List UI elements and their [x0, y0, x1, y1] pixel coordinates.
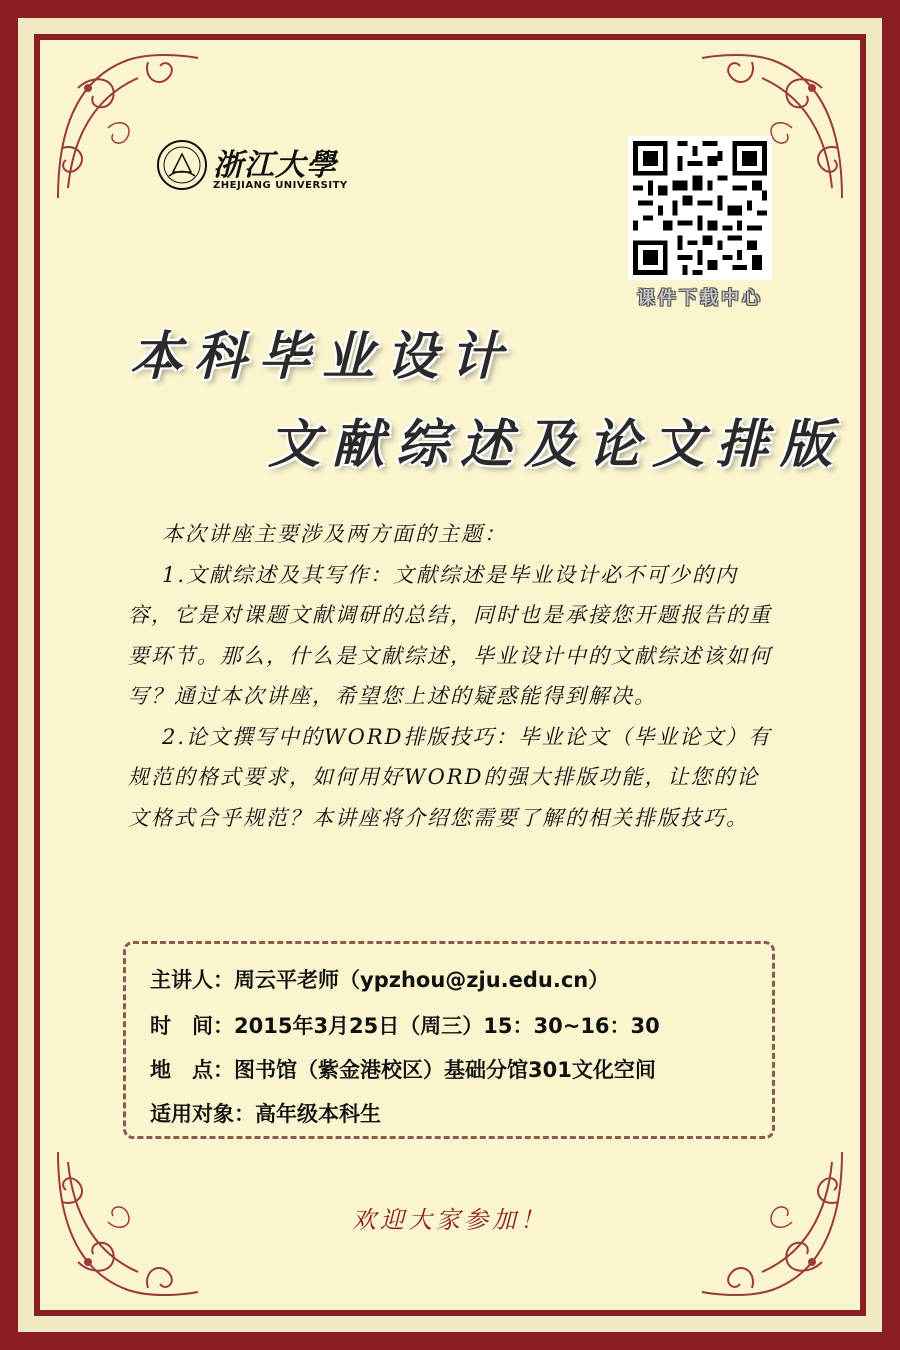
info-speaker: 主讲人：周云平老师（ypzhou@zju.edu.cn） [150, 968, 610, 992]
welcome-text: 欢迎大家参加！ [352, 1206, 548, 1234]
info-audience: 适用对象：高年级本科生 [150, 1102, 381, 1126]
body-item-2: 2.论文撰写中的WORD排版技巧：毕业论文（毕业论文）有规范的格式要求，如何用好WORD的强大排版功能，让您的论文格式合乎规范？本讲座将介绍您需要了解的相关排版技巧。 [128, 724, 772, 830]
qr-caption: 课件下载中心 [637, 288, 763, 309]
university-logo [155, 138, 355, 200]
body-item-1: 1.文献综述及其写作：文献综述是毕业设计必不可少的内容，它是对课题文献调研的总结，同时也是承接您开题报告的重要环节。那么，什么是文献综述，毕业设计中的文献综述该如何写？通过本次讲座，希望您上述的疑惑能得到解决。 [128, 562, 772, 708]
body-intro: 本次讲座主要涉及两方面的主题： [162, 522, 507, 546]
university-name-cn: 浙江大學 [213, 148, 337, 183]
title-line-1: 本科毕业设计 [130, 326, 515, 387]
info-time: 时 间：2015年3月25日（周三）15：30~16：30 [150, 1014, 660, 1038]
event-info-box [123, 941, 775, 1139]
body-text [128, 514, 778, 838]
title-line-2: 文献综述及论文排版 [268, 414, 845, 475]
info-place: 地 点：图书馆（紫金港校区）基础分馆301文化空间 [150, 1058, 656, 1082]
zhejiang-university-emblem-icon [155, 138, 209, 192]
university-name-en: ZHEJIANG UNIVERSITY [213, 180, 348, 191]
qr-code-icon[interactable] [628, 136, 772, 280]
